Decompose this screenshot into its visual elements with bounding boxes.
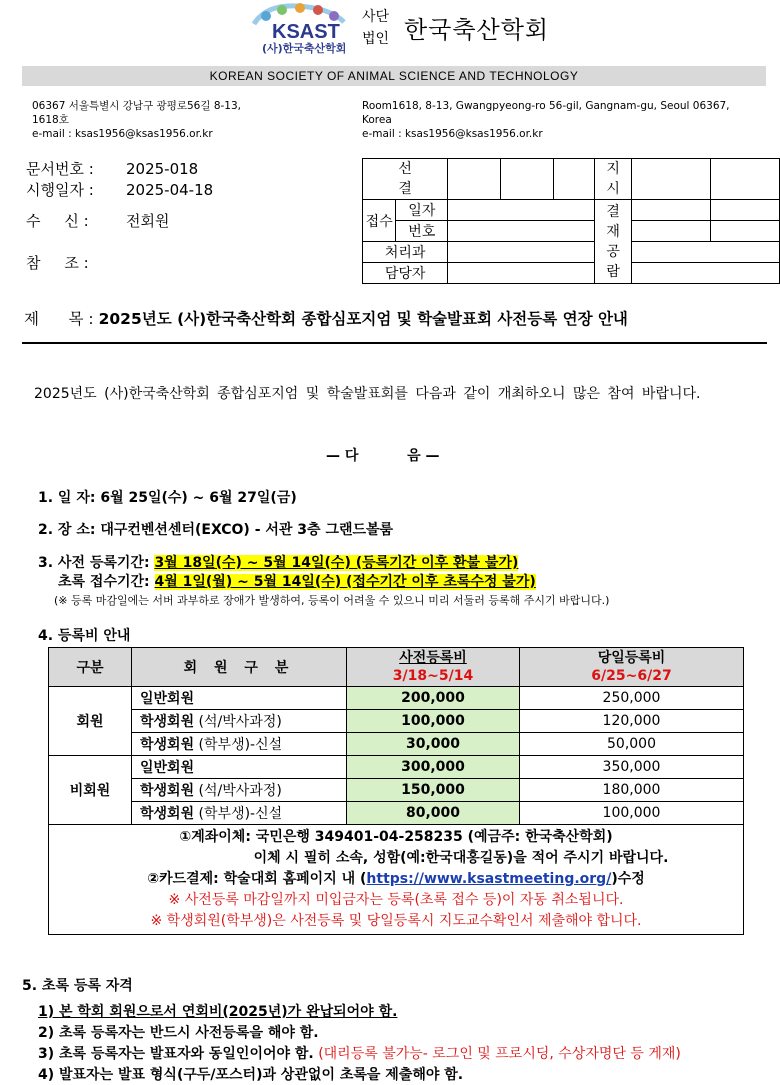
group-member: 회원 — [49, 687, 132, 756]
da-eum-heading: — 다 음 — — [326, 448, 440, 464]
payment-transfer-note: 이체 시 필히 소속, 성함(예:한국대홍길동)을 적어 주시기 바랍니다. — [253, 850, 669, 866]
section5-title: 5. 초록 등록 자격 — [22, 978, 133, 994]
reference-label: 참 조 : — [26, 254, 89, 272]
logo-text: KSAST — [272, 21, 340, 43]
subject-text: 2025년도 (사)한국축산학회 종합심포지엄 및 학술발표회 사전등록 연장 안내 — [98, 310, 628, 328]
warning-student-confirm: ※ 학생회원(학부생)은 사전등록 및 당일등록시 지도교수확인서 제출해야 합니다. — [150, 913, 642, 929]
abstract-label: 초록 접수기간: — [58, 574, 150, 590]
fee-row-type: 학생회원 (석/박사과정) — [132, 779, 347, 802]
seon-gyeol-cell: 선 결 — [363, 159, 448, 200]
fee-row-pre: 30,000 — [347, 733, 520, 756]
fee-row-type: 학생회원 (학부생)-신설 — [132, 733, 347, 756]
address-korean — [32, 99, 241, 141]
registration-label: 3. 사전 등록기간: — [38, 555, 150, 571]
section5-item3: 3) 초록 등록자는 발표자와 동일인이어야 함. (대리등록 불가능- 로그인 및 프로시딩, 수상자명단 등 게재) — [38, 1046, 681, 1062]
section5-item4: 4) 발표자는 발표 형식(구두/포스터)과 상관없이 초록을 제출해야 함. — [38, 1067, 464, 1083]
fee-row-onsite: 100,000 — [520, 802, 744, 825]
logo-subtitle: (사)한국축산학회 — [262, 42, 347, 55]
item-registration-period — [38, 552, 518, 572]
item-abstract-period — [58, 571, 536, 591]
fee-row-pre: 150,000 — [347, 779, 520, 802]
fee-row-pre: 100,000 — [347, 710, 520, 733]
divider — [22, 342, 767, 344]
fee-header-pre: 사전등록비 3/18~5/14 — [347, 648, 520, 687]
registration-note: (※ 등록 마감일에는 서버 과부하로 장애가 발생하여, 등록이 어려울 수 있으니 미리 서둘러 등록해 주시기 바랍니다.) — [54, 594, 610, 607]
address-kr-line1: 06367 서울특별시 강남구 광평로56길 8-13, — [32, 100, 241, 112]
fee-row-pre: 200,000 — [347, 687, 520, 710]
doc-number: 2025-018 — [126, 160, 199, 178]
fee-row-onsite: 250,000 — [520, 687, 744, 710]
address-en-email: e-mail : ksas1956@ksas1956.or.kr — [362, 128, 543, 140]
fee-row-type: 학생회원 (석/박사과정) — [132, 710, 347, 733]
gyeol-jae-gong-ram-cell: 결 재 공 람 — [595, 200, 632, 284]
item-fee-heading: 4. 등록비 안내 — [38, 628, 131, 644]
org-english-banner: KOREAN SOCIETY OF ANIMAL SCIENCE AND TECHNOLOGY — [22, 66, 766, 86]
section5-item1: 1) 본 학회 회원으로서 연회비(2025년)가 완납되어야 함. — [38, 1004, 398, 1020]
fee-row-onsite: 120,000 — [520, 710, 744, 733]
address-en-line1: Room1618, 8-13, Gwangpyeong-ro 56-gil, Gangnam-gu, Seoul 06367, — [362, 100, 730, 112]
fee-row-onsite: 180,000 — [520, 779, 744, 802]
cheorigwa-cell: 처리과 — [363, 242, 448, 263]
corp-line-2: 법인 — [362, 31, 390, 47]
fee-row-onsite: 50,000 — [520, 733, 744, 756]
subject-label: 제 목 : — [24, 310, 94, 328]
ji-si-cell: 지 시 — [595, 159, 632, 200]
fee-header-pre-period: 3/18~5/14 — [392, 668, 474, 684]
fee-row-type: 학생회원 (학부생)-신설 — [132, 802, 347, 825]
registration-period: 3월 18일(수) ~ 5월 14일(수) (등록기간 이후 환불 불가) — [154, 555, 519, 571]
ilja-cell: 일자 — [396, 200, 448, 221]
warning-auto-cancel: ※ 사전등록 마감일까지 미입금자는 등록(초록 접수 등)이 자동 취소됩니다. — [168, 892, 624, 908]
issue-date-label: 시행일자 : — [26, 181, 94, 199]
section5-item3-note: (대리등록 불가능- 로그인 및 프로시딩, 수상자명단 등 게재) — [313, 1046, 681, 1062]
doc-number-label: 문서번호 : — [26, 160, 94, 178]
issue-date: 2025-04-18 — [126, 181, 214, 199]
item-date: 1. 일 자: 6월 25일(수) ~ 6월 27일(금) — [38, 490, 297, 506]
org-name: 한국축산학회 — [404, 16, 550, 44]
item-venue: 2. 장 소: 대구컨벤션센터(EXCO) - 서관 3층 그랜드볼룸 — [38, 522, 394, 538]
corp-line-1: 사단 — [362, 9, 390, 25]
payment-info — [49, 825, 744, 935]
jeopsu-cell: 접수 — [363, 200, 396, 242]
fee-header-member: 회 원 구 분 — [132, 648, 347, 687]
fee-header-gubun: 구분 — [49, 648, 132, 687]
abstract-period: 4월 1일(월) ~ 5월 14일(수) (접수기간 이후 초록수정 불가) — [154, 574, 536, 590]
intro-text: 2025년도 (사)한국축산학회 종합심포지엄 및 학술발표회를 다음과 같이 개최하오니 많은 참여 바랍니다. — [34, 386, 701, 402]
address-en-line2: Korea — [362, 114, 392, 126]
fee-row-type: 일반회원 — [132, 687, 347, 710]
recipient: 전회원 — [126, 212, 170, 230]
fee-row-pre: 300,000 — [347, 756, 520, 779]
group-nonmember: 비회원 — [49, 756, 132, 825]
corp-type — [362, 6, 389, 50]
homepage-link[interactable]: https://www.ksastmeeting.org/ — [366, 871, 612, 887]
address-english — [362, 99, 762, 141]
address-kr-line2: 1618호 — [32, 114, 69, 126]
payment-card: ②카드결제: 학술대회 홈페이지 내 (https://www.ksastmeeting.org/)수정 — [147, 871, 645, 887]
fee-row-type: 일반회원 — [132, 756, 347, 779]
recipient-label: 수 신 : — [26, 212, 89, 230]
section5-item2: 2) 초록 등록자는 반드시 사전등록을 해야 함. — [38, 1025, 319, 1041]
payment-transfer: ①계좌이체: 국민은행 349401-04-258235 (예금주: 한국축산학회) — [179, 829, 613, 845]
subject-line — [24, 307, 628, 329]
fee-row-onsite: 350,000 — [520, 756, 744, 779]
fee-table — [48, 647, 744, 935]
approval-box — [362, 158, 780, 284]
fee-row-pre: 80,000 — [347, 802, 520, 825]
fee-header-onsite-period: 6/25~6/27 — [591, 668, 672, 684]
fee-header-onsite: 당일등록비 6/25~6/27 — [520, 648, 744, 687]
damdangja-cell: 담당자 — [363, 263, 448, 284]
address-kr-email: e-mail : ksas1956@ksas1956.or.kr — [32, 128, 213, 140]
beonho-cell: 번호 — [396, 221, 448, 242]
